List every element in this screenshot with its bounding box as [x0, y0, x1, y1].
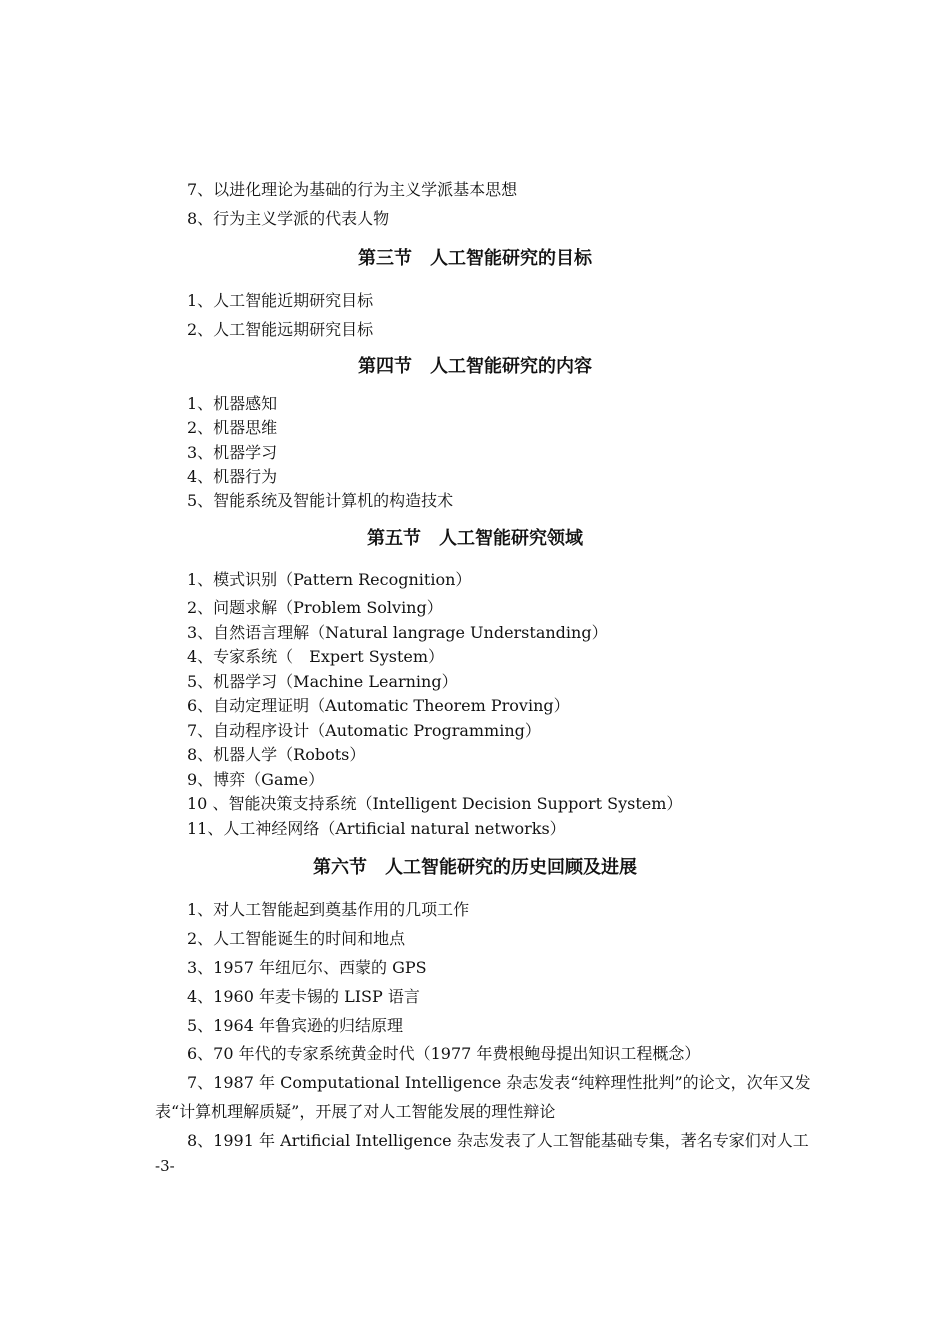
list-item: 1、人工智能近期研究目标 [187, 291, 374, 310]
list-item: 4、机器行为 [187, 467, 278, 486]
list-item: 3、1957 年纽厄尔、西蒙的 GPS [187, 958, 427, 977]
list-item: 9、博弈（Game） [187, 770, 325, 789]
list-item: 6、自动定理证明（Automatic Theorem Proving） [187, 696, 570, 715]
list-item: 5、1964 年鲁宾逊的归结原理 [187, 1016, 403, 1035]
list-item: 1、机器感知 [187, 394, 278, 413]
paragraph-line: 7、1987 年 Computational Intelligence 杂志发表“纯粹理性批判”的论文，次年又发 [187, 1073, 811, 1092]
list-item: 4、专家系统（ Expert System） [187, 647, 445, 666]
list-item: 2、人工智能远期研究目标 [187, 320, 374, 339]
list-item: 11、人工神经网络（Artificial natural networks） [187, 819, 566, 838]
section-heading-3: 第三节 人工智能研究的目标 [358, 248, 592, 269]
list-item: 6、70 年代的专家系统黄金时代（1977 年费根鲍母提出知识工程概念） [187, 1044, 701, 1063]
list-item: 3、机器学习 [187, 443, 278, 462]
paragraph-line: 8、1991 年 Artificial Intelligence 杂志发表了人工智能基础专集，著名专家们对人工 [187, 1131, 809, 1150]
list-item: 10 、智能决策支持系统（Intelligent Decision Support System） [187, 794, 683, 813]
section-heading-5: 第五节 人工智能研究领域 [367, 528, 583, 549]
list-item: 4、1960 年麦卡锡的 LISP 语言 [187, 987, 420, 1006]
list-item: 8、机器人学（Robots） [187, 745, 366, 764]
list-item: 5、机器学习（Machine Learning） [187, 672, 458, 691]
list-item: 7、自动程序设计（Automatic Programming） [187, 721, 541, 740]
section-heading-4: 第四节 人工智能研究的内容 [358, 356, 592, 377]
list-item: 7、以进化理论为基础的行为主义学派基本思想 [187, 180, 518, 199]
list-item: 3、自然语言理解（Natural langrage Understanding） [187, 623, 608, 642]
page-number: -3- [155, 1157, 175, 1175]
list-item: 8、行为主义学派的代表人物 [187, 209, 390, 228]
list-item: 1、模式识别（Pattern Recognition） [187, 570, 472, 589]
list-item: 2、机器思维 [187, 418, 278, 437]
list-item: 5、智能系统及智能计算机的构造技术 [187, 491, 454, 510]
paragraph-line: 表“计算机理解质疑”，开展了对人工智能发展的理性辩论 [155, 1102, 556, 1121]
list-item: 2、问题求解（Problem Solving） [187, 598, 443, 617]
list-item: 2、人工智能诞生的时间和地点 [187, 929, 406, 948]
section-heading-6: 第六节 人工智能研究的历史回顾及进展 [313, 857, 637, 878]
list-item: 1、对人工智能起到奠基作用的几项工作 [187, 900, 470, 919]
